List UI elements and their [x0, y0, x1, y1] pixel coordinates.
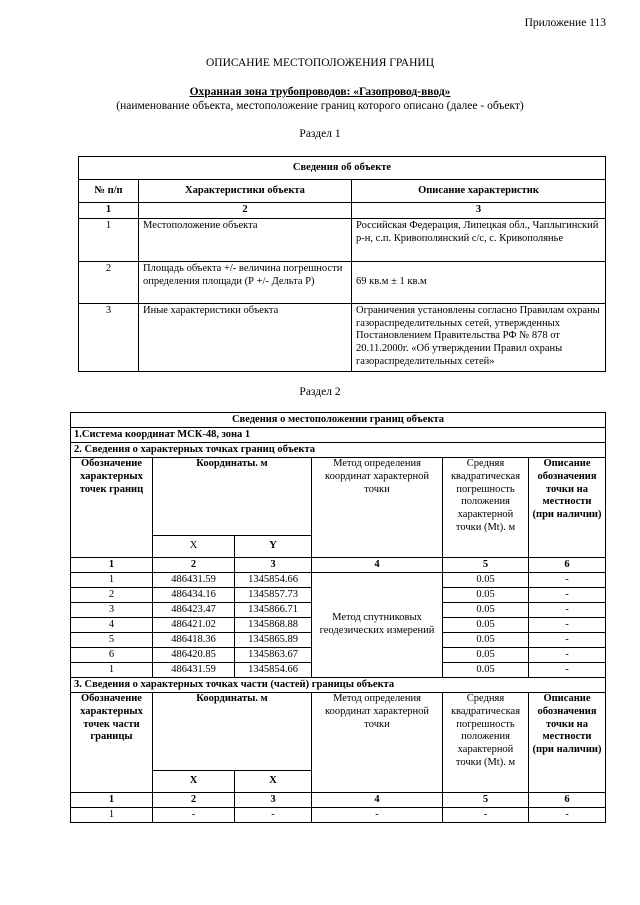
point-mt: 0.05: [443, 618, 529, 633]
y-header: Y: [235, 536, 312, 558]
point-desc: -: [529, 648, 606, 663]
col-number: 3: [235, 558, 312, 573]
col-number: 2: [153, 558, 235, 573]
col-number: 1: [79, 203, 139, 219]
description: 69 кв.м ± 1 кв.м: [352, 261, 606, 303]
characteristic: Местоположение объекта: [139, 218, 352, 261]
point-y: 1345868.88: [235, 618, 312, 633]
description-header: Описание обозначения точки на местности (при наличии): [529, 693, 606, 793]
col-number: 5: [443, 793, 529, 808]
col-header: Характеристики объекта: [139, 180, 352, 203]
description: Ограничения установлены согласно Правилам охраны газораспределительных сетей, утвержденных Постановлением Правительства РФ № 878 от 20.11.2000г. «Об утверждении Правил охраны газораспределительных сетей»: [352, 303, 606, 371]
object-note: (наименование объекта, местоположение границ которого описано (далее - объект): [116, 100, 524, 112]
point-x: 486420.85: [153, 648, 235, 663]
description: Российская Федерация, Липецкая обл., Чаплыгинский р-н, с.п. Кривополянский с/с, с. Кривополянье: [352, 218, 606, 261]
point-number: 2: [71, 588, 153, 603]
col-number: 1: [71, 558, 153, 573]
characteristic: Площадь объекта +/- величина погрешности определения площади (Р +/- Дельта Р): [139, 261, 352, 303]
table-row: [79, 261, 606, 303]
point-mt: 0.05: [443, 663, 529, 678]
point-y: 1345854.66: [235, 663, 312, 678]
point-y: 1345865.89: [235, 633, 312, 648]
point-number: 6: [71, 648, 153, 663]
col-number: 3: [352, 203, 606, 219]
coordinates-header: Координаты. м: [153, 693, 312, 771]
point-x: 486434.16: [153, 588, 235, 603]
point-y: 1345863.67: [235, 648, 312, 663]
table-row: [71, 573, 606, 588]
document-title: ОПИСАНИЕ МЕСТОПОЛОЖЕНИЯ ГРАНИЦ: [205, 57, 435, 69]
table-row: [71, 808, 606, 823]
point-desc: -: [529, 618, 606, 633]
coord-system: 1.Система координат МСК-48, зона 1: [71, 428, 606, 443]
object-name: Охранная зона трубопроводов: «Газопровод-ввод»: [189, 86, 451, 98]
point-x: -: [153, 808, 235, 823]
object-info-title: Сведения об объекте: [79, 157, 606, 180]
accuracy-header: Средняя квадратическая погрешность положения характерной точки (Mt). м: [443, 458, 529, 558]
x-header: X: [153, 771, 235, 793]
point-y: 1345854.66: [235, 573, 312, 588]
point-y: -: [235, 808, 312, 823]
point-x: 486418.36: [153, 633, 235, 648]
point-number: 3: [71, 603, 153, 618]
col-number: 1: [71, 793, 153, 808]
point-mt: 0.05: [443, 573, 529, 588]
col-number: 3: [235, 793, 312, 808]
designation-header: Обозначение характерных точек границ: [71, 458, 153, 558]
section2-heading: Раздел 2: [299, 386, 341, 398]
point-mt: 0.05: [443, 633, 529, 648]
col-number: 2: [153, 793, 235, 808]
table-row: [79, 303, 606, 371]
coordinates-header: Координаты. м: [153, 458, 312, 536]
point-x: 486431.59: [153, 663, 235, 678]
point-desc: -: [529, 808, 606, 823]
object-info-table: [78, 156, 606, 372]
point-mt: 0.05: [443, 648, 529, 663]
point-method: -: [312, 808, 443, 823]
row-number: 2: [79, 261, 139, 303]
characteristic: Иные характеристики объекта: [139, 303, 352, 371]
point-desc: -: [529, 633, 606, 648]
point-x: 486431.59: [153, 573, 235, 588]
point-mt: 0.05: [443, 588, 529, 603]
col-number: 2: [139, 203, 352, 219]
col-number: 5: [443, 558, 529, 573]
method-value: Метод спутниковых геодезических измерений: [312, 573, 443, 678]
point-number: 5: [71, 633, 153, 648]
section1-heading: Раздел 1: [299, 128, 341, 140]
y-header: X: [235, 771, 312, 793]
point-desc: -: [529, 603, 606, 618]
table-row: [79, 218, 606, 261]
point-number: 1: [71, 573, 153, 588]
col-number: 6: [529, 793, 606, 808]
part3-title: 3. Сведения о характерных точках части (частей) границы объекта: [71, 678, 606, 693]
point-number: 1: [71, 663, 153, 678]
point-number: 4: [71, 618, 153, 633]
point-number: 1: [71, 808, 153, 823]
point-mt: 0.05: [443, 603, 529, 618]
point-x: 486423.47: [153, 603, 235, 618]
col-header: № п/п: [79, 180, 139, 203]
point-desc: -: [529, 663, 606, 678]
accuracy-header: Средняя квадратическая погрешность положения характерной точки (Mt). м: [443, 693, 529, 793]
designation-header: Обозначение характерных точек части границы: [71, 693, 153, 793]
method-header: Метод определения координат характерной точки: [312, 693, 443, 793]
boundary-title: Сведения о местоположении границ объекта: [71, 413, 606, 428]
appendix-number: Приложение 113: [524, 17, 606, 29]
part2-title: 2. Сведения о характерных точках границ объекта: [71, 443, 606, 458]
col-header: Описание характеристик: [352, 180, 606, 203]
point-x: 486421.02: [153, 618, 235, 633]
col-number: 4: [312, 558, 443, 573]
boundary-table: [70, 412, 606, 823]
col-number: 6: [529, 558, 606, 573]
description-header: Описание обозначения точки на местности (при наличии): [529, 458, 606, 558]
point-desc: -: [529, 573, 606, 588]
x-header: X: [153, 536, 235, 558]
point-y: 1345866.71: [235, 603, 312, 618]
point-desc: -: [529, 588, 606, 603]
method-header: Метод определения координат характерной точки: [312, 458, 443, 558]
row-number: 1: [79, 218, 139, 261]
point-mt: -: [443, 808, 529, 823]
point-y: 1345857.73: [235, 588, 312, 603]
row-number: 3: [79, 303, 139, 371]
col-number: 4: [312, 793, 443, 808]
